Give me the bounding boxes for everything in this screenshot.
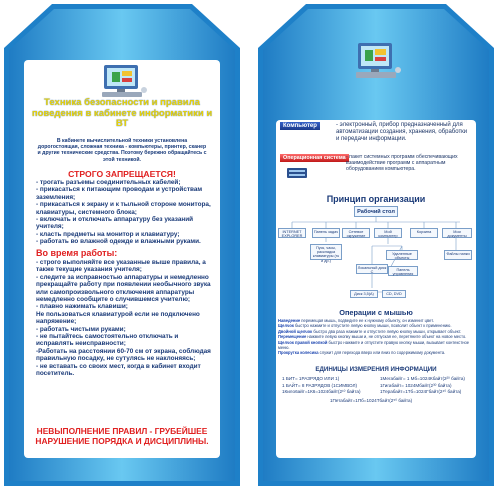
list-item: Прокрутка колесика служит для перехода вверх или вниз по содержимому документа. [278,350,446,356]
org-node: Файлы папки [444,250,472,260]
list-item: - прикасаться к экрану и к тыльной стороне монитора, клавиатуры, системного блока; [36,201,211,216]
safety-rules-stand [0,0,244,489]
os-term-badge: Операционная система [280,154,349,162]
list-item: 1Мегабайт= 1 Мб=1024Кбайт(2²⁰ байта) [380,376,465,381]
list-item: - следите за исправностью аппаратуры и немедленно прекращайте работу при появлении необычного звука или самопроизвольного отключения аппаратуры немедленно сообщите о случившемся учителю; [36,273,211,304]
info-panel [276,120,476,458]
list-item: 1Терабайт=1Тб=1024Гбайт(2⁴⁰ байта) [380,389,462,395]
list-item: - строго выполняйте все указанные выше правила, а также текущие указания учителя; [36,259,206,274]
list-item: Двойной щелчок быстро два раза нажмите и отпустите левую кнопку мыши, открывает объект. [278,328,462,334]
org-node: INTERNET EXPLORER [278,228,306,238]
org-root: Рабочий стол [354,206,398,217]
list-item: - плавно нажимать клавиши; [36,303,128,311]
computer-monitor-icon [352,42,402,85]
org-node: Корзина [410,228,438,238]
work-heading: Во время работы: [36,248,118,258]
mouse-ops-list [278,318,474,356]
org-node: Локальный диск С [357,265,387,274]
rules-panel [24,60,220,458]
list-item: - работать во влажной одежде и влажными руками. [36,238,201,246]
list-item: - класть предметы на монитор и клавиатуру; [36,230,180,238]
org-node: CD, DVD [382,290,406,298]
keyboard-icon [286,166,308,185]
list-item: Перемещение нажмите левую кнопку мыши и, не отпуская ее, перетяните объект на новое место. [278,334,467,340]
org-node: Панель управления [388,266,418,276]
list-item: 1Кило6айт=1К6=1024байт(2¹⁰ байта) [282,389,361,395]
list-item: 1Гигабайт= 1024Мбайт(2³⁰ байта) [380,382,452,388]
mouse-ops-heading: Операции с мышью [339,308,413,317]
os-definition: - пакет системных программ обеспечивающих взаимодействие программ с аппаратным оборудованием компьютера. [346,154,458,173]
list-item: 1 БИТ= 1РАЗРЯДО ИЛИ 1) [282,376,340,381]
computer-basics-stand [254,0,498,489]
org-heading: Принцип организации [326,194,426,204]
org-node: Удаленные объекты [386,250,418,260]
work-rules-list [36,259,212,378]
list-item: -Работать на расстоянии 60-70 см от экрана, соблюдая правильную посадку, не сутулясь не наклоняясь; [36,347,211,363]
forbidden-list [36,179,212,246]
list-item: Щелчок правой кнопкой быстро нажмите и отпустите правую кнопку мыши, вызывает контекстное меню. [278,339,470,351]
list-item: Наведение перемещая мышь, подведите ее к нужному объекту, он изменит цвет. [278,318,434,323]
list-item: - не вставать со своих мест, когда в кабинет входит посетитель. [36,362,201,378]
units-heading: ЕДИНИЦЫ ИЗМЕРЕНИЯ ИНФОРМАЦИИ [315,366,437,373]
org-node: Панель задач [312,228,340,238]
list-item: - включать и отключать аппаратуру без указаний учителя; [36,216,194,231]
computer-term-badge: Компьютер [280,122,320,130]
computer-definition: - электронный, прибор предназначенный для автоматизации создания, хранения, обработки и передачи информации. [336,122,468,142]
page-title: Техника безопасности и правила поведения в кабинете информатики и ВТ [31,97,213,129]
list-item: - работать чистыми руками; [36,325,126,333]
list-item: - прикасаться к питающим проводам и устройствам заземления; [36,186,203,201]
intro-text: В кабинете вычислительной техники установлена дорогостоящая, сложная техника - компьютеры, принтер, сканер и другие технические средства. Поэтому бережно обращайтесь с этой техникой. [37,138,207,163]
units-left [282,376,378,396]
units-right [380,376,476,396]
org-node: Сетевое окружение [342,228,370,238]
forbidden-heading: СТРОГО ЗАПРЕЩАЕТСЯ! [68,169,176,179]
org-node: Пуск, часы, раскладка клавиатуры (ru и др.) [310,244,342,260]
list-item: - не пытайтесь самостоятельно отключать и исправлять неисправности; [36,333,179,348]
footer-warning: НЕВЫПОЛНЕНИЕ ПРАВИЛ - ГРУБЕЙШЕЕ НАРУШЕНИЕ ПОРЯДКА И ДИСЦИПЛИНЫ. [35,426,209,446]
list-item: Не пользоваться клавиатурой если не подключено напряжение; [36,310,200,326]
list-item: - трогать разъемы соединительных кабелей; [36,179,181,186]
org-node: Диск 3,5(А) [350,290,378,298]
list-item: 1 БАЙТ= 8 РАЗРЯДОВ (1СИМВОЛ) [282,382,358,388]
units-bottom: 1Петабайт=1Пб=1024Тбайт(2⁵⁰ байта) [330,398,413,403]
list-item: Щелчок быстро нажмите и отпустите левую кнопку мыши, позволит объект к применению. [278,323,452,329]
org-node: Мой компьютер [374,228,402,238]
org-node: Мои документы [442,228,472,238]
